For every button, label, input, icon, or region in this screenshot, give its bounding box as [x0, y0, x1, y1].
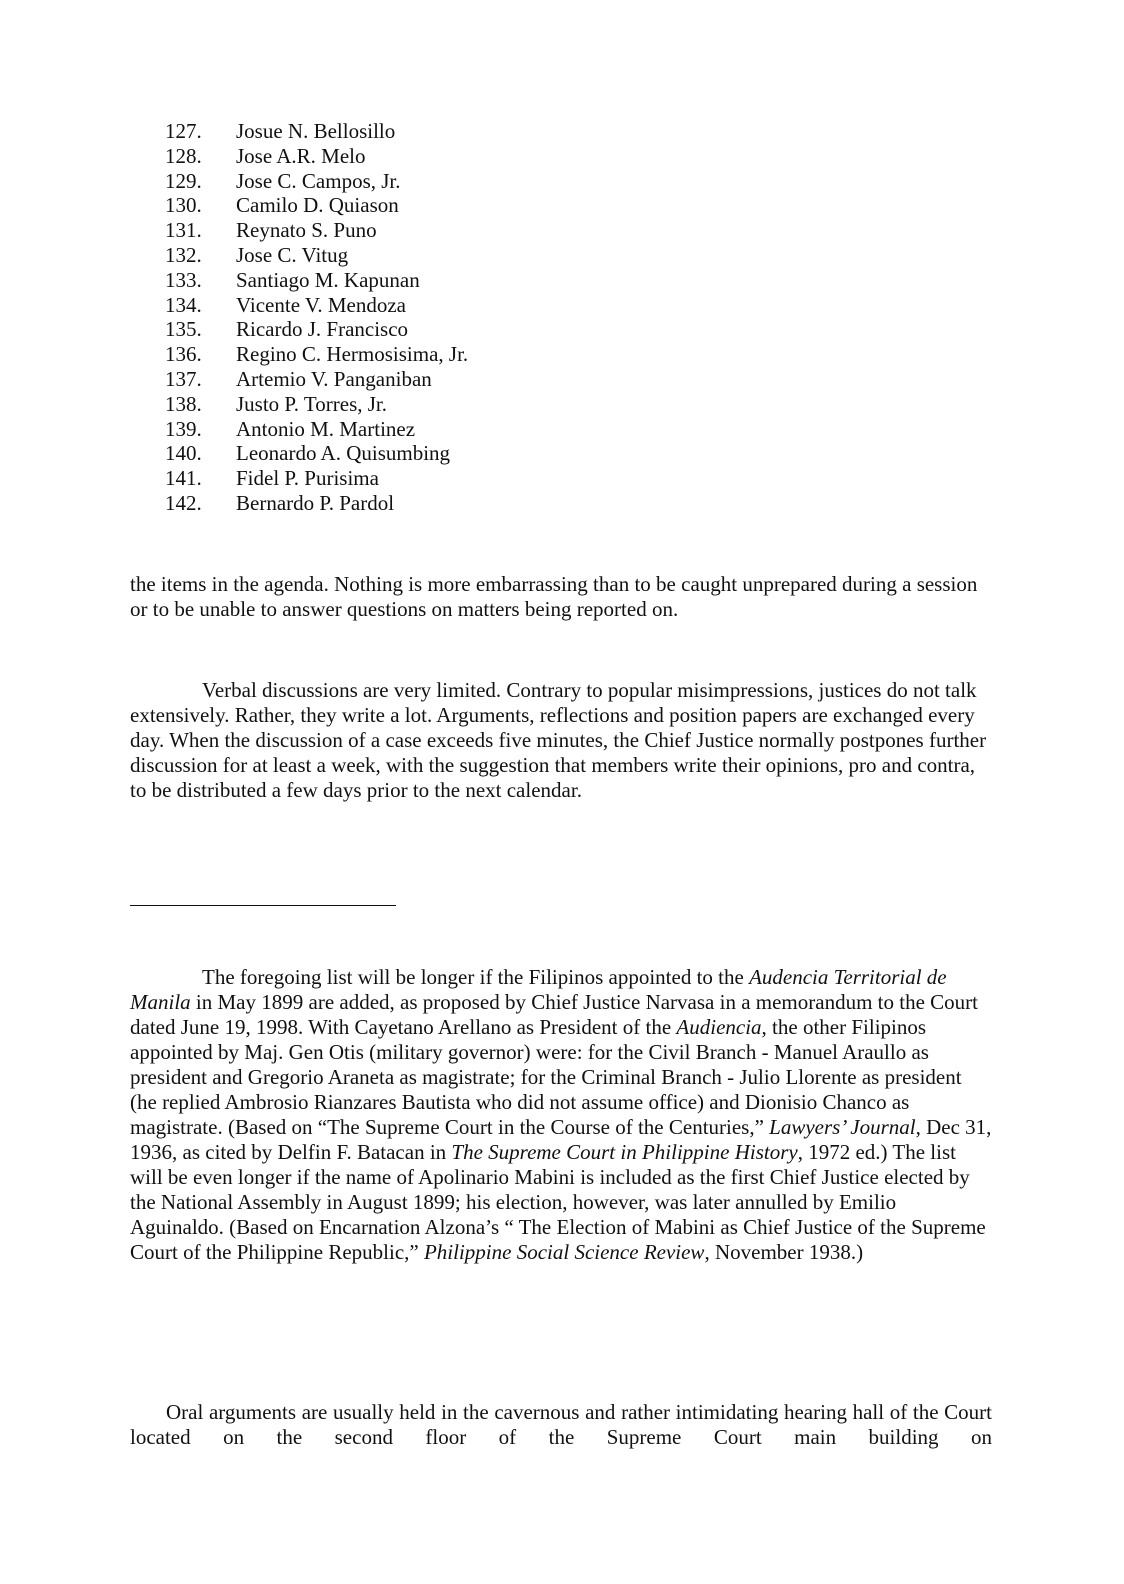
justice-name: Artemio V. Panganiban — [236, 366, 432, 391]
justice-name: Camilo D. Quiason — [236, 193, 399, 218]
agenda-paragraph: the items in the agenda. Nothing is more embarrassing than to be caught unprepared during a session or to be unable to answer questions on matters being reported on. — [130, 572, 978, 621]
list-number: 142. — [165, 490, 202, 515]
list-number: 133. — [165, 267, 202, 292]
justice-name: Ricardo J. Francisco — [236, 317, 409, 342]
list-number: 132. — [165, 242, 202, 267]
justice-name: Jose C. Vitug — [236, 242, 349, 267]
list-number: 128. — [165, 143, 202, 168]
footnote-italic-title: Philippine Social Science Review — [423, 1240, 705, 1264]
footnote-text: The foregoing list will be longer if the Filipinos appointed to the — [202, 965, 750, 989]
footnote-italic-title: Lawyers’ Journal — [769, 1115, 916, 1139]
list-item — [165, 392, 468, 417]
list-number: 138. — [165, 391, 202, 416]
list-number: 140. — [165, 441, 202, 466]
justice-name: Josue N. Bellosillo — [236, 119, 396, 143]
justice-name: Antonio M. Martinez — [236, 416, 416, 441]
justice-name: Bernardo P. Pardol — [236, 490, 395, 515]
list-item — [165, 243, 468, 268]
justice-name: Fidel P. Purisima — [236, 466, 379, 491]
footnote-paragraph — [130, 965, 992, 1265]
verbal-discussion-paragraph — [130, 678, 992, 803]
list-item — [165, 466, 468, 491]
list-item — [165, 417, 468, 442]
list-item — [165, 144, 468, 169]
list-number: 141. — [165, 466, 202, 491]
list-number: 135. — [165, 317, 202, 342]
list-number: 134. — [165, 292, 202, 317]
list-item — [165, 119, 468, 144]
list-number: 131. — [165, 218, 202, 243]
justice-name: Jose C. Campos, Jr. — [236, 168, 401, 193]
justice-name: Jose A.R. Melo — [236, 143, 366, 168]
footnote-divider — [130, 905, 396, 906]
justice-name: Santiago M. Kapunan — [236, 267, 420, 292]
verbal-discussion-text: Verbal discussions are very limited. Contrary to popular misimpressions, justices do not talk extensively. Rather, they write a lot. Arguments, reflections and position papers are exchanged every day. When the discussion of a case exceeds five minutes, the Chief Justice normally postpones further discussion for at least a week, with the suggestion that members write their opinions, pro and contra, to be distributed a few days prior to the next calendar. — [130, 678, 987, 802]
footnote-text: , Dec 31, 1936, as cited by Delfin F. Batacan in — [130, 1115, 992, 1164]
justice-name: Reynato S. Puno — [236, 218, 377, 243]
list-item — [165, 491, 468, 516]
list-number: 136. — [165, 342, 202, 367]
list-item — [165, 317, 468, 342]
justice-name: Vicente V. Mendoza — [236, 292, 406, 317]
list-item — [165, 193, 468, 218]
list-number: 129. — [165, 168, 202, 193]
footnote-italic-title: Audiencia — [676, 1015, 762, 1039]
list-item — [165, 367, 468, 392]
list-number: 130. — [165, 193, 202, 218]
list-item — [165, 268, 468, 293]
list-number: 139. — [165, 416, 202, 441]
list-item — [165, 293, 468, 318]
justice-list — [165, 119, 468, 516]
list-item — [165, 441, 468, 466]
footnote-italic-title: Audencia Territorial de Manila — [130, 965, 947, 1014]
footnote-text: , November 1938.) — [704, 1240, 864, 1264]
list-item — [165, 218, 468, 243]
list-item — [165, 169, 468, 194]
list-number: 127. — [165, 119, 202, 143]
justice-name: Justo P. Torres, Jr. — [236, 391, 387, 416]
list-number: 137. — [165, 366, 202, 391]
footnote-text: , the other Filipinos appointed by Maj. Gen Otis (military governor) were: for the Civil Branch - Manuel Araullo as president and Gregorio Araneta as magistrate; for the Criminal Branch - Julio Llorente as president (he replied Ambrosio Rianzares Bautista who did not assume office) and Dionisio Chanco as magistrate. (Based on “The Supreme Court in the Course of the Centuries,” — [130, 1015, 962, 1139]
justice-name: Regino C. Hermosisima, Jr. — [236, 342, 469, 367]
footnote-text: , 1972 ed.) The list will be even longer if the name of Apolinario Mabini is included as the first Chief Justice elected by the National Assembly in August 1899; his election, however, was later annulled by Emilio Aguinaldo. (Based on Encarnation Alzona’s “ The Election of Mabini as Chief Justice of the Supreme Court of the Philippine Republic,” — [130, 1140, 986, 1264]
justice-name: Leonardo A. Quisumbing — [236, 441, 451, 466]
oral-arguments-paragraph — [130, 1400, 992, 1450]
list-item — [165, 342, 468, 367]
oral-arguments-text: Oral arguments are usually held in the cavernous and rather intimidating hearing hall of the Court located on the second floor of the Supreme Court main building on — [130, 1400, 992, 1449]
footnote-italic-title: The Supreme Court in Philippine History — [451, 1140, 798, 1164]
footnote-text: in May 1899 are added, as proposed by Chief Justice Narvasa in a memorandum to the Court dated June 19, 1998. With Cayetano Arellano as President of the — [130, 990, 978, 1039]
